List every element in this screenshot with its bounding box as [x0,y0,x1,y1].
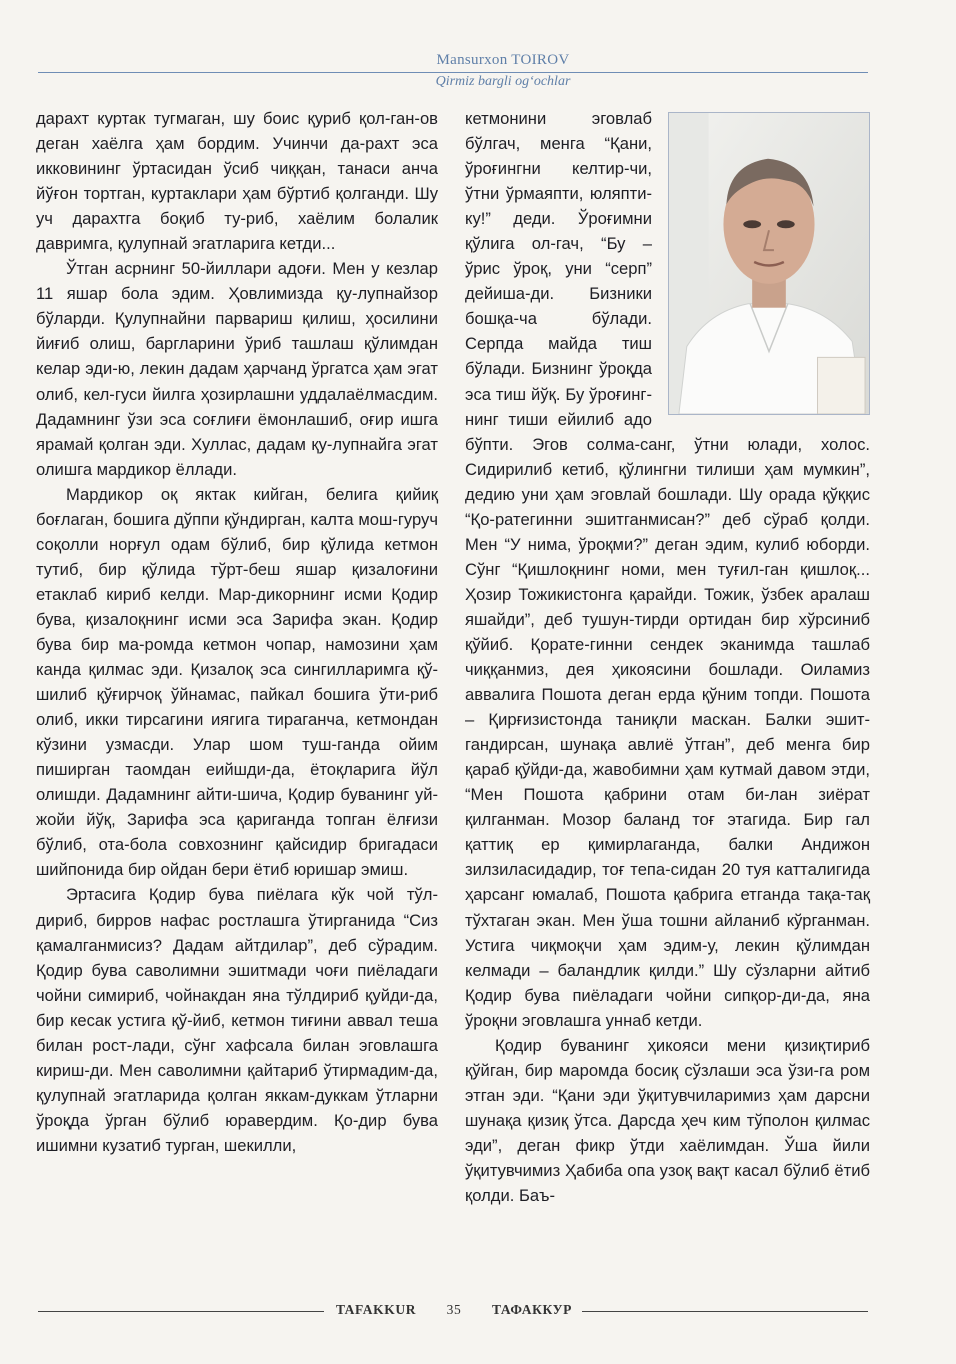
footer-left-label: TAFAKKUR [336,1302,417,1317]
footer-rule-left [38,1311,324,1312]
footer-right-label: ТАФАККУР [492,1302,572,1317]
page-number: 35 [446,1302,462,1317]
paragraph: дарахт куртак тугмаган, шу боис қуриб қол-ган-ов деган хаёлга ҳам бордим. Учинчи да-рахт эса икковининг ўртасидан ўсиб чиққан, танаси анча йўғон тортган, куртаклари ҳам бўртиб қолганди. Шу уч дарахтга боқиб ту-риб, хаёлим болалик давримга, қулупнай эгатларига кетди... [36,109,438,254]
portrait-illustration [669,113,869,414]
paragraph: Қодир буванинг ҳикояси мени қизиқтириб қўйган, бир маромда босиқ сўзлаши эса ўзи-га ром этган эди. “Қани эди ўқитувчиларимиз ҳам дарсни шунақа қизиқ ўтса. Дарсда ҳеч ким тўполон қилмас эди”, деган фикр ўтди хаёлимдан. Ўша йили ўқитувчимиз Ҳабиба опа узоқ вақт касал бўлиб ётиб қолди. Баъ- [465,1035,870,1206]
paragraph: Эртасига Қодир бува пиёлага кўк чой тўл-дириб, бирров нафас ростлашга ўтирганида “Сиз қамалганмисиз? Дадам айтдилар”, деб сўрадим. Қодир бува саволимни эшитмади чоғи пиёладаги чойни симириб, чойнакдан яна тўлдириб қуйди-да, бир кесак устига қў-йиб, кетмон тиғини аввал теша билан рост-лади, сўнг хафсала билан эговлашга кириш-ди. Мен саволимни қайтариб ўтирмадим-да, қулупнай эгатларида қолган яккам-дуккам ўтларни ўроқда ўрган бўлиб юравердим. Қо-дир бува ишимни кузатиб турган, шекилли, [36,885,438,1155]
right-column [465,106,870,1208]
paragraph: Ўтган асрнинг 50-йиллари адоғи. Мен у кезлар 11 яшар бола эдим. Ҳовлимизда қу-лупнайзор бўларди. Қулупнайни парвариш қилиш, ҳосилини йиғиб олиш, баргларини ўриб ташлаш қўлимдан келар эди-ю, лекин дадам ҳарчанд ўргатса ҳам эгат олиб, кел-гуси йилга ҳозирлашни уддалаёлмасдим. Дадамнинг ўзи эса соғлиғи ёмонлашиб, оғир ишга ярамай қолган эди. Хуллас, дадам қу-лупнайга эгат олишга мардикор ёллади. [36,259,438,479]
header-title: Qirmiz bargli og‘ochlar [435,74,571,89]
header-rule [38,72,868,73]
footer-rule-right [582,1311,868,1312]
paragraph: кетмонини эговлаб бўлгач, менга “Қани, ўроғингни келтир-чи, ўтни ўрмаяпти, юляпти-ку!” деди. Ўроғимни қўлига ол-гач, “Бу – ўрис ўроқ, уни “серп” дейиша-ди. Бизники бошқа-ча бўлади. Серпда майда тиш бўлади. Бизнинг ўроқда эса тиш йўқ. Бу ўроғинг-нинг тиши ейилиб адо бўпти. Эгов солма-санг, ўтни юлади, холос. Сидирилиб кетиб, қўлингни тилиши ҳам мумкин”, дедию уни ҳам эговлай бошлади. Шу орада қўққис “Қо-ратегинни эшитганмисан?” деб сўраб қолди. Мен “У нима, ўроқми?” деган эдим, кулиб юборди. Сўнг “Қишлоқнинг номи, мен туғил-ган қишлоқ... Ҳозир Тожикистонга қарайди. Тожик, ўзбек аралаш яшайди”, деб тушун-тирди ортидан бир хўрсиниб қўйиб. Қорате-гинни сендек эканимда ташлаб чиққанмиз, дея ҳикоясини бошлади. Оиламиз аввалига Пошота деган ерда қўним топди. Пошота – Қирғизистонда таниқли маскан. Балки эшит-гандирсан, шунақа авлиё ўтган”, деб менга бир қараб қўйди-да, жавобимни ҳам кутмай давом этди, “Мен Пошота қабрини отам би-лан зиёрат қилганман. Мозор баланд тоғ этагида. Бир гал қаттиқ ер қимирлаганда, балки Андижон зилзиласидадир, тоғ тепа-сидан 20 туя катталигида ҳарсанг юмалаб, Пошота қабрига етганда тақа-тақ тўхтаган экан. Мен ўша тошни айланиб кўрганман. Устига чиқмоқчи ҳам эдим-у, лекин қўлимдан келмади – баландлик қилди.” Шу сўзларни айтиб Қодир бува пиёладаги чойни сипқор-ди-да, яна ўроқни эговлашга уннаб кетди. [465,109,870,1030]
footer [336,1302,572,1318]
left-column [36,106,438,1158]
header-author: Mansurxon TOIROV [436,52,570,68]
paragraph: Мардикор оқ яктак кийган, белига қийиқ боғлаган, бошига дўппи қўндирган, калта мош-гуруч соқолли норғул одам бўлиб, бир қўлида кетмон тутиб, бир қўлида тўрт-беш яшар қизалоғини етаклаб кириб келди. Мар-дикорнинг исми Қодир бува, қизалоқнинг исми эса Зарифа экан. Қодир бува бир ма-ромда кетмон чопар, намозини ҳам канда қилмас эди. Қизалоқ эса сингилларимга қў-шилиб қўғирчоқ ўйнамас, пайкал бошига ўти-риб олиб, икки тирсагини иягига тираганча, кетмондан кўзини узмасди. Улар шом туш-ганда ойим пиширган таомдан еийшди-да, ётоқларига йўл олишди. Дадамнинг айти-шича, Қодир буванинг уй-жойи йўқ, Зарифа эса қариганда топган ёлғизи бўлиб, ота-бола совхознинг қайсидир бригадаси шийпонида бир ойдан бери ётиб юришар эмиш. [36,484,438,880]
author-photo [668,112,870,415]
